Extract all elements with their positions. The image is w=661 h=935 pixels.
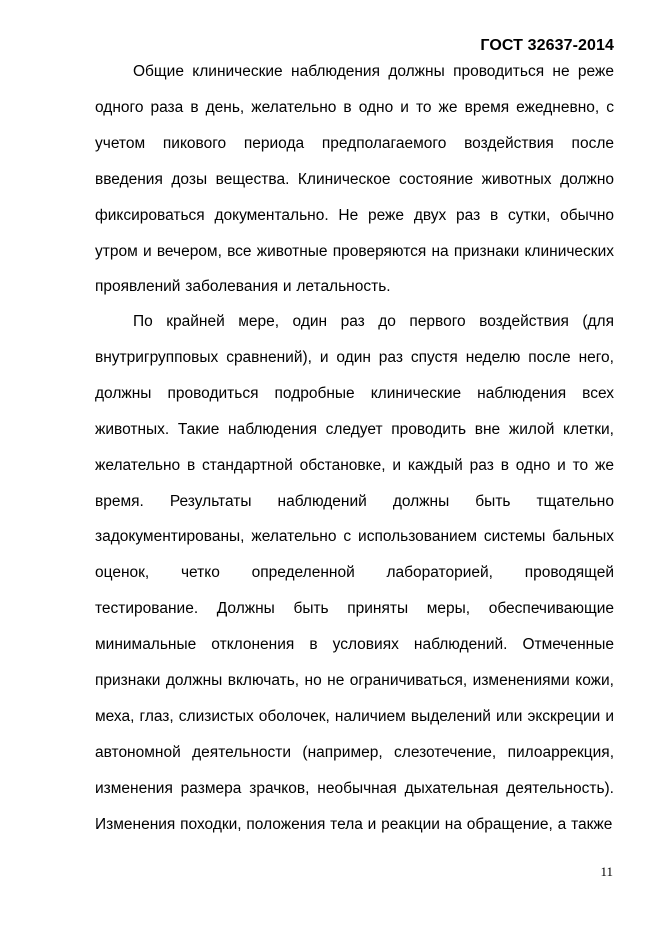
- page-number: 11: [600, 864, 613, 879]
- document-header: ГОСТ 32637-2014: [480, 37, 614, 54]
- paragraph-clinical-observations: Общие клинические наблюдения должны проводиться не реже одного раза в день, желательно в одно и то же время ежедневно, с учетом пикового периода предполагаемого воздействия после введения дозы вещества. Клиническое состояние животных должно фиксироваться документально. Не реже двух раз в сутки, обычно утром и вечером, все животные проверяются на признаки клинических проявлений заболевания и летальность.: [95, 63, 614, 296]
- paragraph-detailed-observations: По крайней мере, один раз до первого воздействия (для внутригрупповых сравнений), и один раз спустя неделю после него, должны проводиться подробные клинические наблюдения всех животных. Такие наблюдения следует проводить вне жилой клетки, желательно в стандартной обстановке, и каждый раз в одно и то же время. Результаты наблюдений должны быть тщательно задокументированы, желательно с использованием системы бальных оценок, четко определенной лабораторией, проводящей тестирование. Должны быть приняты меры, обеспечивающие минимальные отклонения в условиях наблюдений. Отмеченные признаки должны включать, но не ограничиваться, изменениями кожи, меха, глаз, слизистых оболочек, наличием выделений или экскреции и автономной деятельности (например, слезотечение, пилоаррекция, изменения размера зрачков, необычная дыхательная деятельность). Изменения походки, положения тела и реакции на обращение, а также: [95, 313, 614, 833]
